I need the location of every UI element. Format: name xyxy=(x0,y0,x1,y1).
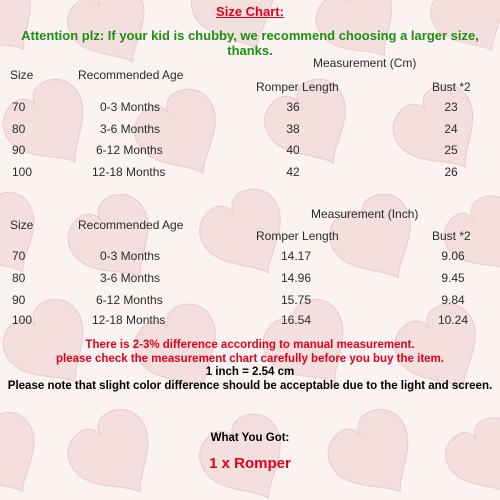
cell-age: 12-18 Months xyxy=(92,313,166,327)
cell-age: 6-12 Months xyxy=(96,143,163,157)
cell-age: 12-18 Months xyxy=(92,165,166,179)
size-chart-title: Size Chart: xyxy=(216,4,284,19)
cell-bust: 9.45 xyxy=(441,271,465,285)
measurement-header: Measurement (Cm) xyxy=(313,56,417,70)
cell-length: 36 xyxy=(286,100,300,114)
color-difference-note: Please note that slight color difference should be acceptable due to the light and screen. xyxy=(7,380,493,392)
cell-bust: 10.24 xyxy=(437,313,469,327)
cell-length: 16.54 xyxy=(280,313,312,327)
what-you-got-label: What You Got: xyxy=(210,432,290,444)
column-header-size: Size xyxy=(10,218,34,232)
cell-length: 40 xyxy=(286,143,300,157)
cell-size: 100 xyxy=(12,313,33,327)
cell-bust: 9.06 xyxy=(441,249,465,263)
cell-bust: 25 xyxy=(444,143,458,157)
cell-length: 42 xyxy=(286,165,300,179)
column-header-bust: Bust *2 xyxy=(432,80,471,94)
cell-size: 70 xyxy=(12,100,26,114)
cell-size: 100 xyxy=(12,165,33,179)
cell-length: 15.75 xyxy=(280,293,312,307)
column-header-bust: Bust *2 xyxy=(432,229,471,243)
cell-length: 14.17 xyxy=(280,249,312,263)
cell-bust: 26 xyxy=(444,165,458,179)
cell-bust: 9.84 xyxy=(441,293,465,307)
cell-age: 0-3 Months xyxy=(100,100,161,114)
cell-size: 90 xyxy=(12,293,26,307)
cell-bust: 24 xyxy=(444,122,458,136)
cell-size: 80 xyxy=(12,271,26,285)
check-chart-note: please check the measurement chart carefully before you buy the item. xyxy=(56,353,444,365)
measurement-header: Measurement (Inch) xyxy=(311,207,419,221)
column-header-size: Size xyxy=(10,68,34,82)
cell-size: 70 xyxy=(12,249,26,263)
cell-length: 14.96 xyxy=(280,271,312,285)
cell-size: 80 xyxy=(12,122,26,136)
difference-note: There is 2-3% difference according to manual measurement. xyxy=(85,339,415,351)
column-header-length: Romper Length xyxy=(256,229,339,243)
cell-bust: 23 xyxy=(444,100,458,114)
cell-age: 3-6 Months xyxy=(100,122,161,136)
column-header-length: Romper Length xyxy=(256,80,339,94)
what-you-got-item: 1 x Romper xyxy=(209,455,291,472)
cell-size: 90 xyxy=(12,143,26,157)
cell-age: 0-3 Months xyxy=(100,249,161,263)
attention-note: Attention plz: If your kid is chubby, we recommend choosing a larger size, thanks. xyxy=(21,28,479,58)
cell-length: 38 xyxy=(286,122,300,136)
inch-conversion-note: 1 inch = 2.54 cm xyxy=(205,366,295,378)
cell-age: 3-6 Months xyxy=(100,271,161,285)
column-header-age: Recommended Age xyxy=(78,68,184,82)
cell-age: 6-12 Months xyxy=(96,293,163,307)
column-header-age: Recommended Age xyxy=(78,218,184,232)
